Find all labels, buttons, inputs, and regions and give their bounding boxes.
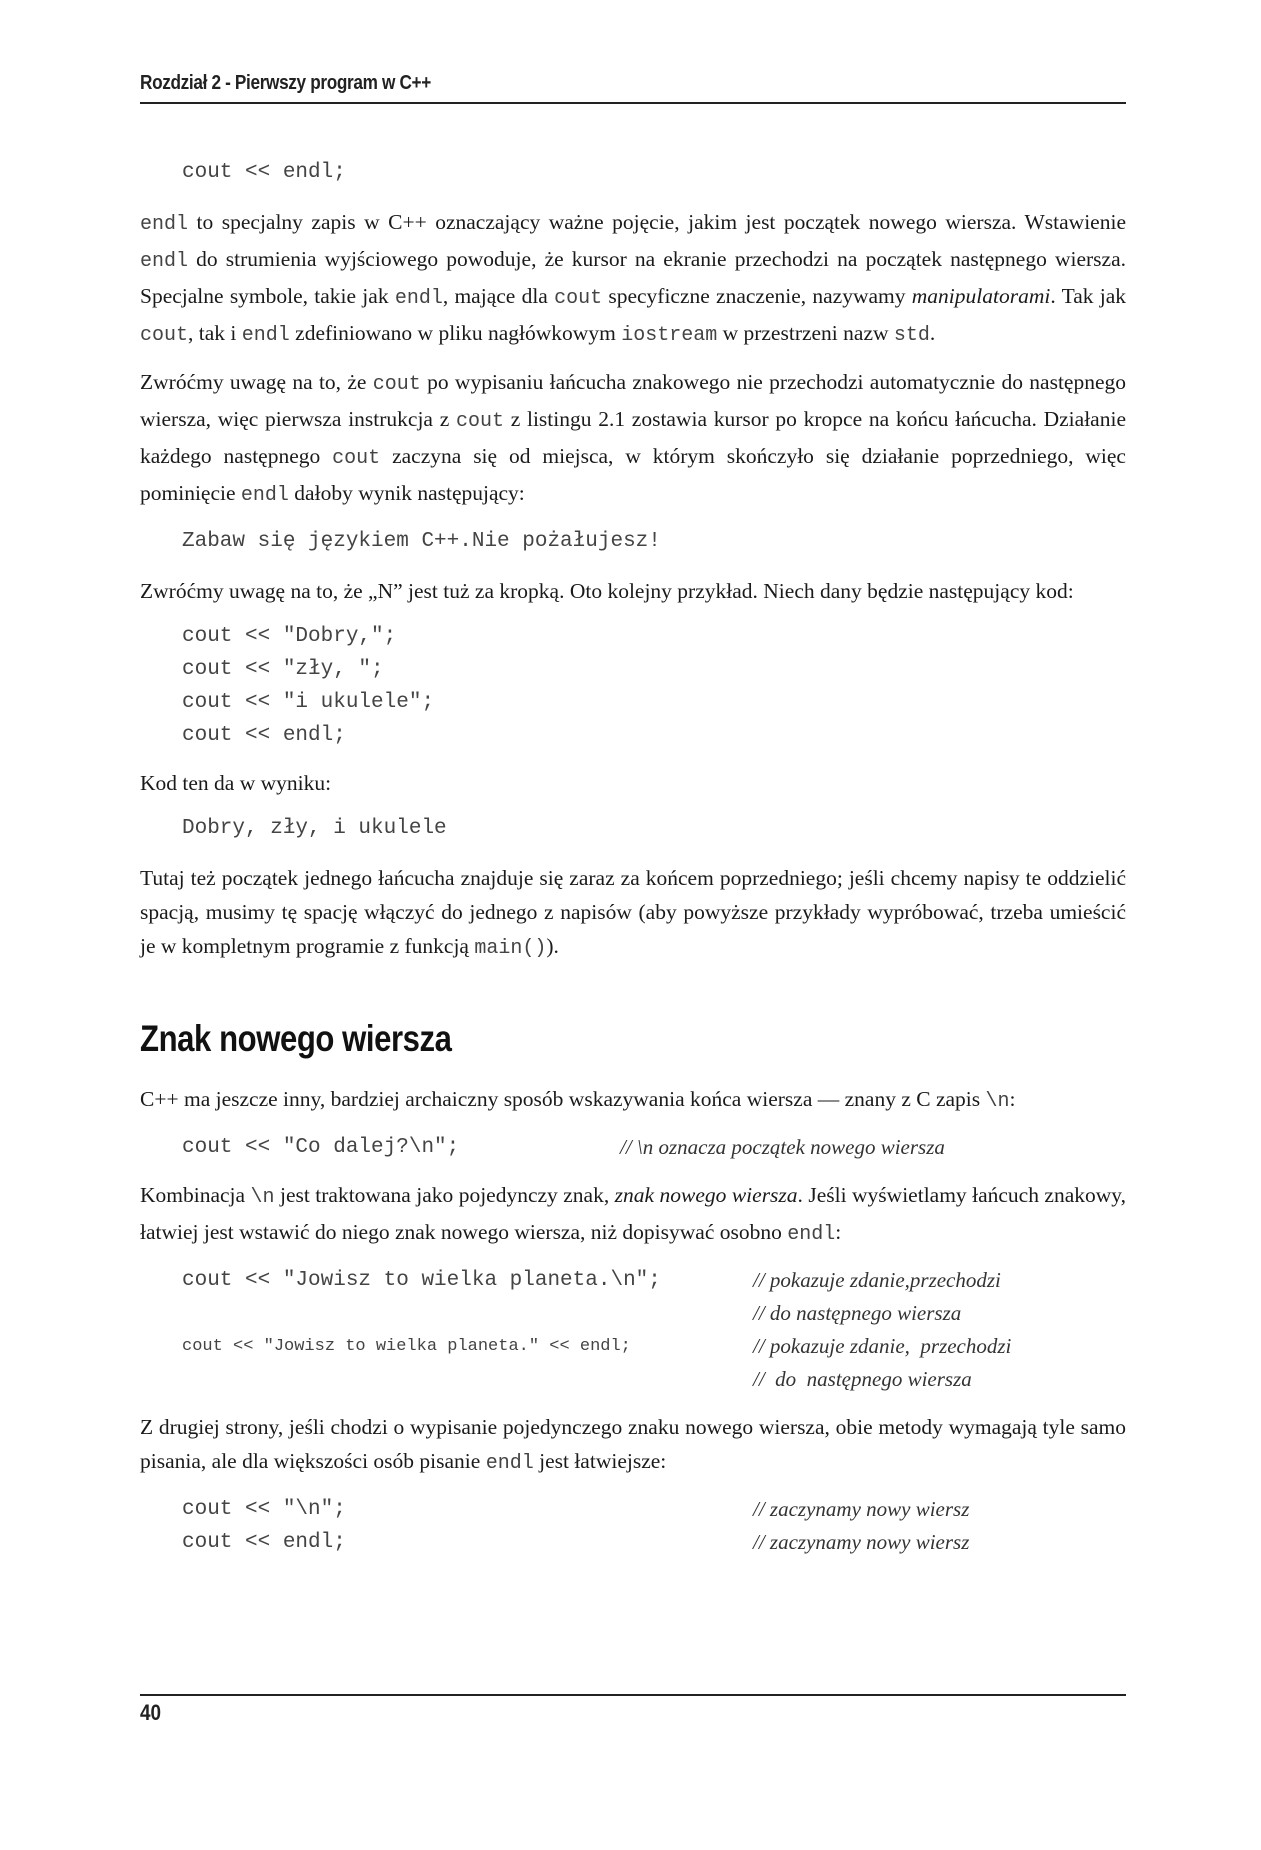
inline-code: endl	[485, 1452, 534, 1475]
code-text: cout << "\n";	[182, 1498, 346, 1521]
code-example-3	[140, 620, 1126, 752]
code-row	[140, 1330, 1126, 1363]
inline-code: main()	[474, 937, 547, 960]
inline-code: cout	[140, 324, 189, 347]
paragraph-result: Kod ten da w wyniku:	[140, 771, 332, 795]
emphasis: znak nowego wiersza	[614, 1183, 798, 1207]
code-comment: // \n oznacza początek nowego wiersza	[620, 1135, 945, 1159]
code-line: cout << "Dobry,";	[182, 625, 397, 648]
inline-code: endl	[140, 213, 189, 236]
code-comment: // do następnego wiersza	[753, 1301, 962, 1325]
inline-code: endl	[394, 287, 443, 310]
footer-rule	[140, 1694, 1126, 1696]
code-text: cout << "Jowisz to wielka planeta.\n";	[182, 1269, 661, 1292]
code-text: cout << "Jowisz to wielka planeta." << endl;	[182, 1337, 631, 1356]
code-row	[140, 1297, 1126, 1330]
code-example-1: cout << endl;	[182, 161, 346, 184]
inline-code: cout	[372, 373, 421, 396]
code-text: cout << "Co dalej?\n";	[182, 1136, 460, 1159]
code-example-6	[140, 1493, 1126, 1559]
page-number: 40	[140, 1700, 162, 1725]
inline-code: endl	[787, 1223, 836, 1246]
code-line: cout << endl;	[182, 724, 346, 747]
paragraph-other-side: Z drugiej strony, jeśli chodzi o wypisanie pojedynczego znaku nowego wiersza, obie metody wymagają tyle samo pisania, ale dla większości osób pisanie endl jest łatwiejsze:	[140, 1415, 1126, 1475]
inline-code: cout	[332, 447, 381, 470]
section-heading: Znak nowego wiersza	[140, 1018, 452, 1059]
code-comment: // zaczynamy nowy wiersz	[753, 1530, 970, 1554]
paragraph-endl: endl to specjalny zapis w C++ oznaczający ważne pojęcie, jakim jest początek nowego wiersza. Wstawienie endl do strumienia wyjściowego powoduje, że kursor na ekranie przechodzi na początek następnego wiersza. Specjalne symbole, takie jak endl, mające dla cout specyficzne znaczenie, nazywamy manipulatorami. Tak jak cout, tak i endl zdefiniowano w pliku nagłówkowym iostream w przestrzeni nazw std.	[140, 210, 1127, 347]
inline-code: endl	[140, 250, 189, 273]
paragraph-n-after-dot: Zwróćmy uwagę na to, że „N” jest tuż za kropką. Oto kolejny przykład. Niech dany będzie następujący kod:	[140, 579, 1074, 603]
code-line: cout << "i ukulele";	[182, 691, 435, 714]
header-rule	[140, 102, 1126, 104]
paragraph-cout: Zwróćmy uwagę na to, że cout po wypisaniu łańcucha znakowego nie przechodzi automatycznie do następnego wiersza, więc pierwsza instrukcja z cout z listingu 2.1 zostawia kursor po kropce na końcu łańcucha. Działanie każdego następnego cout zaczyna się od miejsca, w którym skończyło się działanie poprzedniego, więc pominięcie endl dałoby wynik następujący:	[140, 370, 1126, 507]
code-example-2: Zabaw się językiem C++.Nie pożałujesz!	[182, 530, 661, 553]
inline-code: endl	[240, 484, 289, 507]
paragraph-newline-intro: C++ ma jeszcze inny, bardziej archaiczny sposób wskazywania końca wiersza — znany z C zapis \n:	[140, 1087, 1016, 1113]
code-comment: // zaczynamy nowy wiersz	[753, 1497, 970, 1521]
code-row	[140, 1526, 1126, 1559]
code-example-5	[140, 1264, 1126, 1396]
code-row	[140, 1493, 1126, 1526]
paragraph-spacing: Tutaj też początek jednego łańcucha znajduje się zaraz za końcem poprzedniego; jeśli chcemy napisy te oddzielić spacją, musimy tę spację włączyć do jednego z napisów (aby powyższe przykłady wypróbować, trzeba umieścić je w kompletnym programie z funkcją main()).	[140, 866, 1126, 960]
code-line: cout << "zły, ";	[182, 658, 384, 681]
code-output-example: Dobry, zły, i ukulele	[182, 817, 447, 840]
running-head: Rozdział 2 - Pierwszy program w C++	[140, 72, 431, 94]
inline-code: std	[893, 324, 930, 347]
code-comment: // pokazuje zdanie,przechodzi	[753, 1268, 1001, 1292]
code-row	[140, 1264, 1126, 1297]
inline-code: iostream	[621, 324, 718, 347]
code-row	[140, 1363, 1126, 1396]
inline-code: \n	[250, 1186, 275, 1209]
inline-code: cout	[455, 410, 504, 433]
code-row	[140, 1131, 1126, 1164]
page-body	[140, 150, 1126, 1573]
inline-code: \n	[985, 1090, 1010, 1113]
inline-code: endl	[241, 324, 290, 347]
inline-code: cout	[554, 287, 603, 310]
book-page	[140, 0, 1126, 1850]
emphasis: manipulatorami	[911, 284, 1051, 308]
code-text: cout << endl;	[182, 1531, 346, 1554]
code-comment: // pokazuje zdanie, przechodzi	[753, 1334, 1012, 1358]
code-comment: // do następnego wiersza	[753, 1367, 972, 1391]
code-example-4	[140, 1131, 1126, 1164]
paragraph-combination: Kombinacja \n jest traktowana jako pojedynczy znak, znak nowego wiersza. Jeśli wyświetlamy łańcuch znakowy, łatwiej jest wstawić do niego znak nowego wiersza, niż dopisywać osobno endl:	[140, 1183, 1127, 1246]
